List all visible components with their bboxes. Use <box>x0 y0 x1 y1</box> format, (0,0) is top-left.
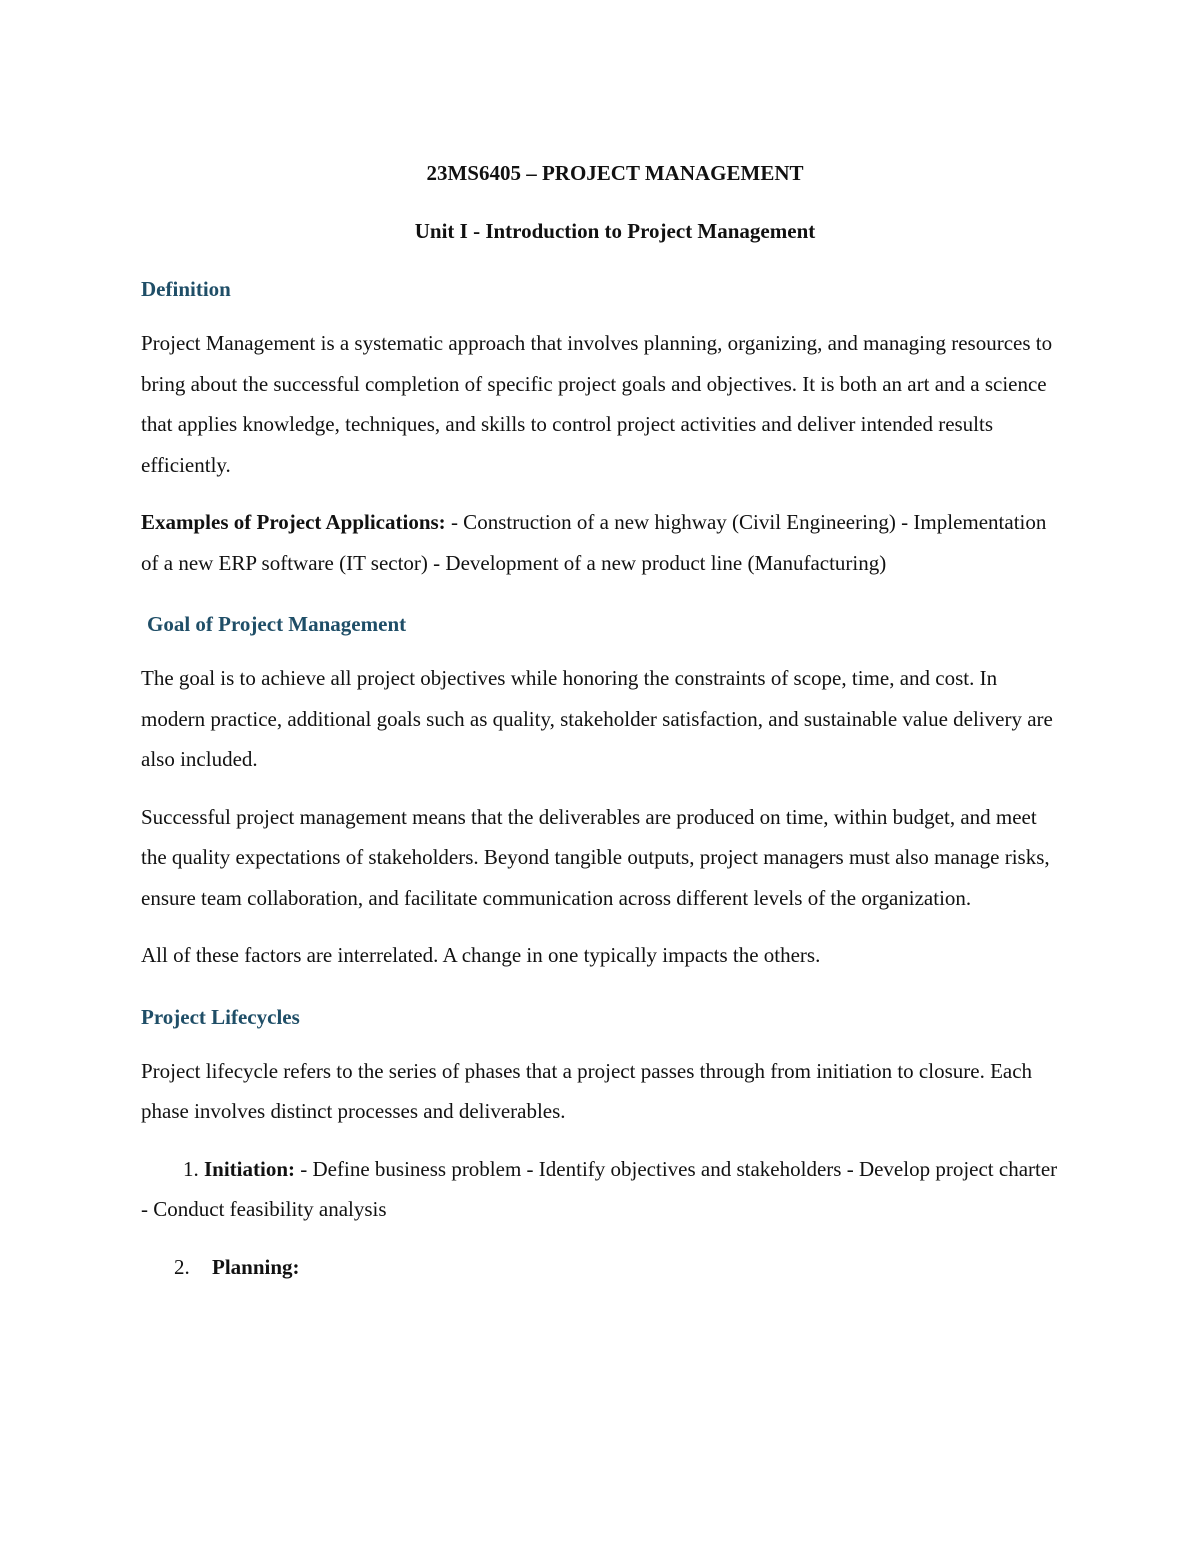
goal-paragraph-3: All of these factors are interrelated. A change in one typically impacts the others. <box>141 943 821 967</box>
examples-text: - Construction of a new highway (Civil Engineering) - Implementation of a new ERP software (IT sector) - Development of a new product line (Manufacturing) <box>141 510 1047 575</box>
unit-title: Unit I - Introduction to Project Management <box>414 219 816 243</box>
list-item-planning <box>141 1250 1061 1284</box>
list-item-initiation <box>141 1149 1061 1230</box>
document-title: 23MS6405 – PROJECT MANAGEMENT <box>426 161 804 185</box>
list-item-number: 1. <box>183 1156 199 1181</box>
examples-label: Examples of Project Applications: <box>141 510 446 534</box>
lifecycles-paragraph: Project lifecycle refers to the series of phases that a project passes through from initiation to closure. Each phase involves distinct processes and deliverables. <box>141 1058 1033 1123</box>
goal-paragraph-2: Successful project management means that the deliverables are produced on time, within budget, and meet the quality expectations of stakeholders. Beyond tangible outputs, project managers must also manage risks, ensure team collaboration, and facilitate communication across different levels of the organization. <box>141 804 1050 910</box>
examples-paragraph <box>141 502 1061 583</box>
lifecycles-heading: Project Lifecycles <box>141 1004 300 1029</box>
goal-paragraph-1: The goal is to achieve all project objectives while honoring the constraints of scope, time, and cost. In modern practice, additional goals such as quality, stakeholder satisfaction, and sustainable value delivery are also included. <box>141 666 1053 771</box>
document-content <box>141 156 1061 1284</box>
list-item-label: Initiation: <box>204 1156 296 1181</box>
list-item-label: Planning: <box>212 1254 300 1279</box>
definition-heading: Definition <box>141 277 231 301</box>
goal-heading: Goal of Project Management <box>147 612 407 636</box>
list-item-number: 2. <box>174 1254 190 1279</box>
list-item-text: - Define business problem - Identify objectives and stakeholders - Develop project charter - Conduct feasibility analysis <box>141 1156 1058 1221</box>
definition-paragraph: Project Management is a systematic approach that involves planning, organizing, and managing resources to bring about the successful completion of specific project goals and objectives. It is both an art and a science that applies knowledge, techniques, and skills to control project activities and deliver intended results efficiently. <box>141 331 1053 477</box>
